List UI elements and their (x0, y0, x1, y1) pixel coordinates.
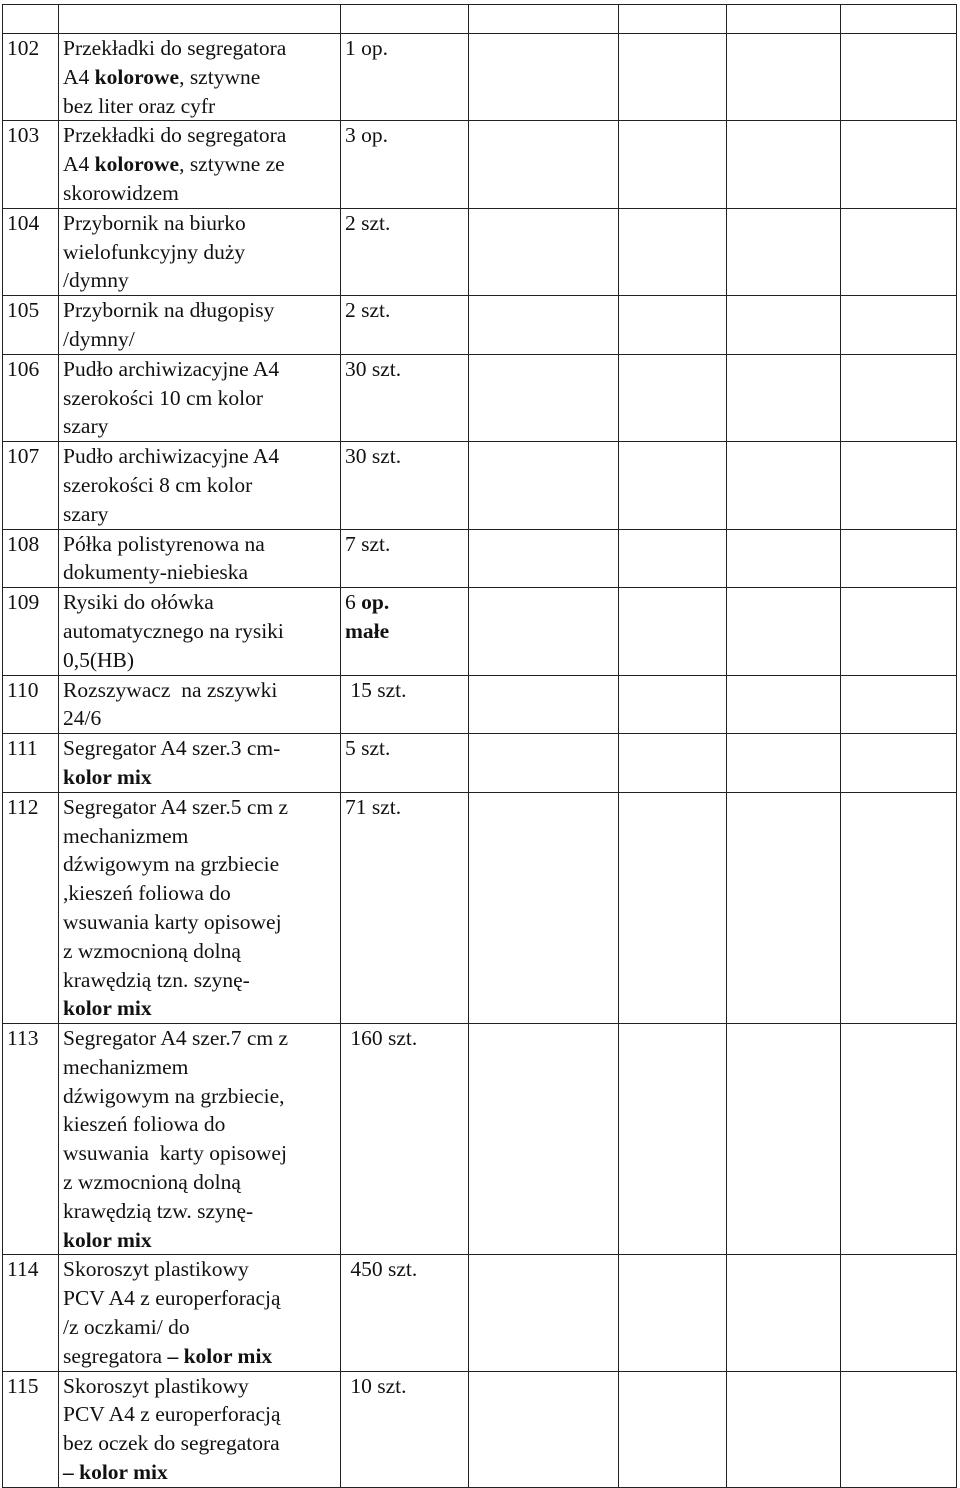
item-number: 115 (3, 1371, 59, 1487)
description-line: /z oczkami/ do (63, 1315, 190, 1340)
quantity-line: 3 op. (345, 123, 388, 148)
empty-cell (727, 675, 841, 734)
item-number: 102 (3, 34, 59, 121)
description-line: 0,5(HB) (63, 647, 135, 672)
description-line: Segregator A4 szer.3 cm- (63, 736, 281, 761)
empty-cell (619, 1024, 727, 1255)
empty-cell (469, 442, 619, 529)
item-quantity (341, 1024, 469, 1255)
description-line: dokumenty-niebieska (63, 560, 249, 585)
item-quantity (341, 121, 469, 208)
description-line: krawędzią tzn. szynę- (63, 967, 250, 992)
table-row (3, 792, 957, 1023)
description-line: PCV A4 z europerforacją (63, 1402, 281, 1427)
empty-cell (469, 1255, 619, 1371)
empty-cell (619, 529, 727, 588)
description-line: PCV A4 z europerforacją (63, 1286, 281, 1311)
description-line: Przekładki do segregatora (63, 123, 287, 148)
table-row (3, 734, 957, 793)
item-quantity (341, 792, 469, 1023)
item-description (59, 1371, 341, 1487)
empty-cell (841, 296, 957, 355)
table-row (3, 675, 957, 734)
item-number: 113 (3, 1024, 59, 1255)
item-number: 105 (3, 296, 59, 355)
empty-cell (841, 1255, 957, 1371)
description-line: krawędzią tzw. szynę- (63, 1198, 254, 1223)
empty-cell (727, 34, 841, 121)
description-line: 24/6 (63, 706, 102, 731)
item-description (59, 588, 341, 675)
description-line: mechanizmem (63, 1054, 189, 1079)
empty-cell (727, 208, 841, 295)
item-description (59, 1024, 341, 1255)
empty-cell (727, 792, 841, 1023)
description-line: Segregator A4 szer.7 cm z (63, 1026, 289, 1051)
empty-cell (469, 121, 619, 208)
description-line: kolor mix (63, 1227, 152, 1252)
header-cell (59, 5, 341, 34)
empty-cell (727, 529, 841, 588)
header-cell (469, 5, 619, 34)
description-line: ,kieszeń foliowa do (63, 881, 231, 906)
empty-cell (841, 354, 957, 441)
item-number: 107 (3, 442, 59, 529)
empty-cell (727, 588, 841, 675)
description-line: szary (63, 414, 109, 439)
table-header-row (3, 5, 957, 34)
item-number: 112 (3, 792, 59, 1023)
empty-cell (469, 529, 619, 588)
quantity-line: 10 szt. (345, 1373, 407, 1398)
item-quantity (341, 354, 469, 441)
header-cell (727, 5, 841, 34)
quantity-line: 2 szt. (345, 298, 391, 323)
description-line: Przekładki do segregatora (63, 36, 287, 60)
header-cell (341, 5, 469, 34)
quantity-line: 5 szt. (345, 736, 391, 761)
item-quantity (341, 734, 469, 793)
empty-cell (469, 354, 619, 441)
description-line: segregatora – kolor mix (63, 1343, 273, 1368)
empty-cell (469, 588, 619, 675)
description-line: /dymny/ (63, 326, 135, 351)
table-row (3, 208, 957, 295)
empty-cell (841, 1371, 957, 1487)
description-line: Rysiki do ołówka (63, 590, 214, 615)
item-description (59, 354, 341, 441)
quantity-line: 30 szt. (345, 356, 402, 381)
item-quantity (341, 529, 469, 588)
empty-cell (619, 588, 727, 675)
item-number: 108 (3, 529, 59, 588)
description-line: dźwigowym na grzbiecie (63, 852, 280, 877)
item-quantity (341, 588, 469, 675)
empty-cell (619, 675, 727, 734)
table-row (3, 354, 957, 441)
table-row (3, 1371, 957, 1487)
empty-cell (841, 442, 957, 529)
description-line: Przybornik na długopisy (63, 298, 275, 323)
item-number: 109 (3, 588, 59, 675)
empty-cell (619, 442, 727, 529)
empty-cell (841, 675, 957, 734)
quantity-line: 160 szt. (345, 1026, 418, 1051)
empty-cell (619, 354, 727, 441)
description-line: szary (63, 501, 109, 526)
table-row (3, 588, 957, 675)
description-line: Pudło archiwizacyjne A4 (63, 444, 280, 469)
empty-cell (727, 442, 841, 529)
empty-cell (841, 1024, 957, 1255)
item-number: 111 (3, 734, 59, 793)
empty-cell (469, 296, 619, 355)
description-line: Pudło archiwizacyjne A4 (63, 356, 280, 381)
description-line: Półka polistyrenowa na (63, 531, 265, 556)
item-quantity (341, 1255, 469, 1371)
empty-cell (841, 121, 957, 208)
item-quantity (341, 675, 469, 734)
description-line: z wzmocnioną dolną (63, 1170, 241, 1195)
table-row (3, 34, 957, 121)
table-row (3, 442, 957, 529)
empty-cell (727, 121, 841, 208)
description-line: bez liter oraz cyfr (63, 93, 216, 118)
empty-cell (619, 296, 727, 355)
item-quantity (341, 34, 469, 121)
item-quantity (341, 1371, 469, 1487)
item-number: 114 (3, 1255, 59, 1371)
empty-cell (841, 34, 957, 121)
description-line: kolor mix (63, 764, 152, 789)
item-quantity (341, 296, 469, 355)
item-description (59, 296, 341, 355)
quantity-line: 71 szt. (345, 794, 402, 819)
description-line: automatycznego na rysiki (63, 618, 284, 643)
empty-cell (469, 1024, 619, 1255)
empty-cell (727, 1371, 841, 1487)
empty-cell (469, 1371, 619, 1487)
description-line: z wzmocnioną dolną (63, 938, 241, 963)
description-line: wielofunkcyjny duży (63, 239, 246, 264)
empty-cell (619, 734, 727, 793)
empty-cell (619, 121, 727, 208)
empty-cell (727, 734, 841, 793)
empty-cell (469, 792, 619, 1023)
items-table (2, 4, 957, 1488)
empty-cell (619, 208, 727, 295)
item-description (59, 442, 341, 529)
empty-cell (727, 1024, 841, 1255)
empty-cell (841, 792, 957, 1023)
empty-cell (841, 734, 957, 793)
description-line: A4 kolorowe, sztywne ze (63, 152, 285, 177)
item-quantity (341, 442, 469, 529)
item-number: 106 (3, 354, 59, 441)
empty-cell (727, 296, 841, 355)
table-row (3, 1255, 957, 1371)
table-row (3, 296, 957, 355)
empty-cell (619, 34, 727, 121)
item-description (59, 529, 341, 588)
quantity-line: 1 op. (345, 36, 388, 60)
quantity-line: 30 szt. (345, 444, 402, 469)
item-description (59, 792, 341, 1023)
item-description (59, 675, 341, 734)
header-cell (3, 5, 59, 34)
table-row (3, 121, 957, 208)
description-line: szerokości 8 cm kolor (63, 472, 253, 497)
header-cell (841, 5, 957, 34)
description-line: Rozszywacz na zszywki (63, 677, 278, 702)
item-description (59, 208, 341, 295)
description-line: szerokości 10 cm kolor (63, 385, 264, 410)
empty-cell (841, 529, 957, 588)
table-body (3, 5, 957, 1488)
empty-cell (619, 1255, 727, 1371)
header-cell (619, 5, 727, 34)
quantity-line: 2 szt. (345, 210, 391, 235)
description-line: Skoroszyt plastikowy (63, 1373, 249, 1398)
item-description (59, 34, 341, 121)
description-line: Skoroszyt plastikowy (63, 1257, 249, 1282)
description-line: dźwigowym na grzbiecie, (63, 1083, 285, 1108)
description-line: mechanizmem (63, 823, 189, 848)
quantity-line: 15 szt. (345, 677, 407, 702)
description-line: kolor mix (63, 996, 152, 1021)
item-description (59, 121, 341, 208)
empty-cell (619, 792, 727, 1023)
item-number: 104 (3, 208, 59, 295)
empty-cell (727, 1255, 841, 1371)
empty-cell (469, 208, 619, 295)
item-number: 110 (3, 675, 59, 734)
description-line: A4 kolorowe, sztywne (63, 64, 261, 89)
item-description (59, 1255, 341, 1371)
quantity-line: małe (345, 618, 390, 643)
item-description (59, 734, 341, 793)
description-line: /dymny (63, 268, 129, 293)
description-line: – kolor mix (63, 1460, 168, 1485)
empty-cell (469, 734, 619, 793)
empty-cell (841, 588, 957, 675)
description-line: Przybornik na biurko (63, 210, 246, 235)
empty-cell (469, 34, 619, 121)
quantity-line: 7 szt. (345, 531, 391, 556)
table-row (3, 1024, 957, 1255)
description-line: Segregator A4 szer.5 cm z (63, 794, 289, 819)
description-line: wsuwania karty opisowej (63, 909, 282, 934)
empty-cell (727, 354, 841, 441)
empty-cell (469, 675, 619, 734)
empty-cell (619, 1371, 727, 1487)
item-number: 103 (3, 121, 59, 208)
quantity-line: 450 szt. (345, 1257, 418, 1282)
item-quantity (341, 208, 469, 295)
description-line: wsuwania karty opisowej (63, 1141, 287, 1166)
description-line: skorowidzem (63, 180, 179, 205)
description-line: kieszeń foliowa do (63, 1112, 226, 1137)
quantity-line: 6 op. (345, 590, 390, 615)
description-line: bez oczek do segregatora (63, 1431, 280, 1456)
table-row (3, 529, 957, 588)
empty-cell (841, 208, 957, 295)
